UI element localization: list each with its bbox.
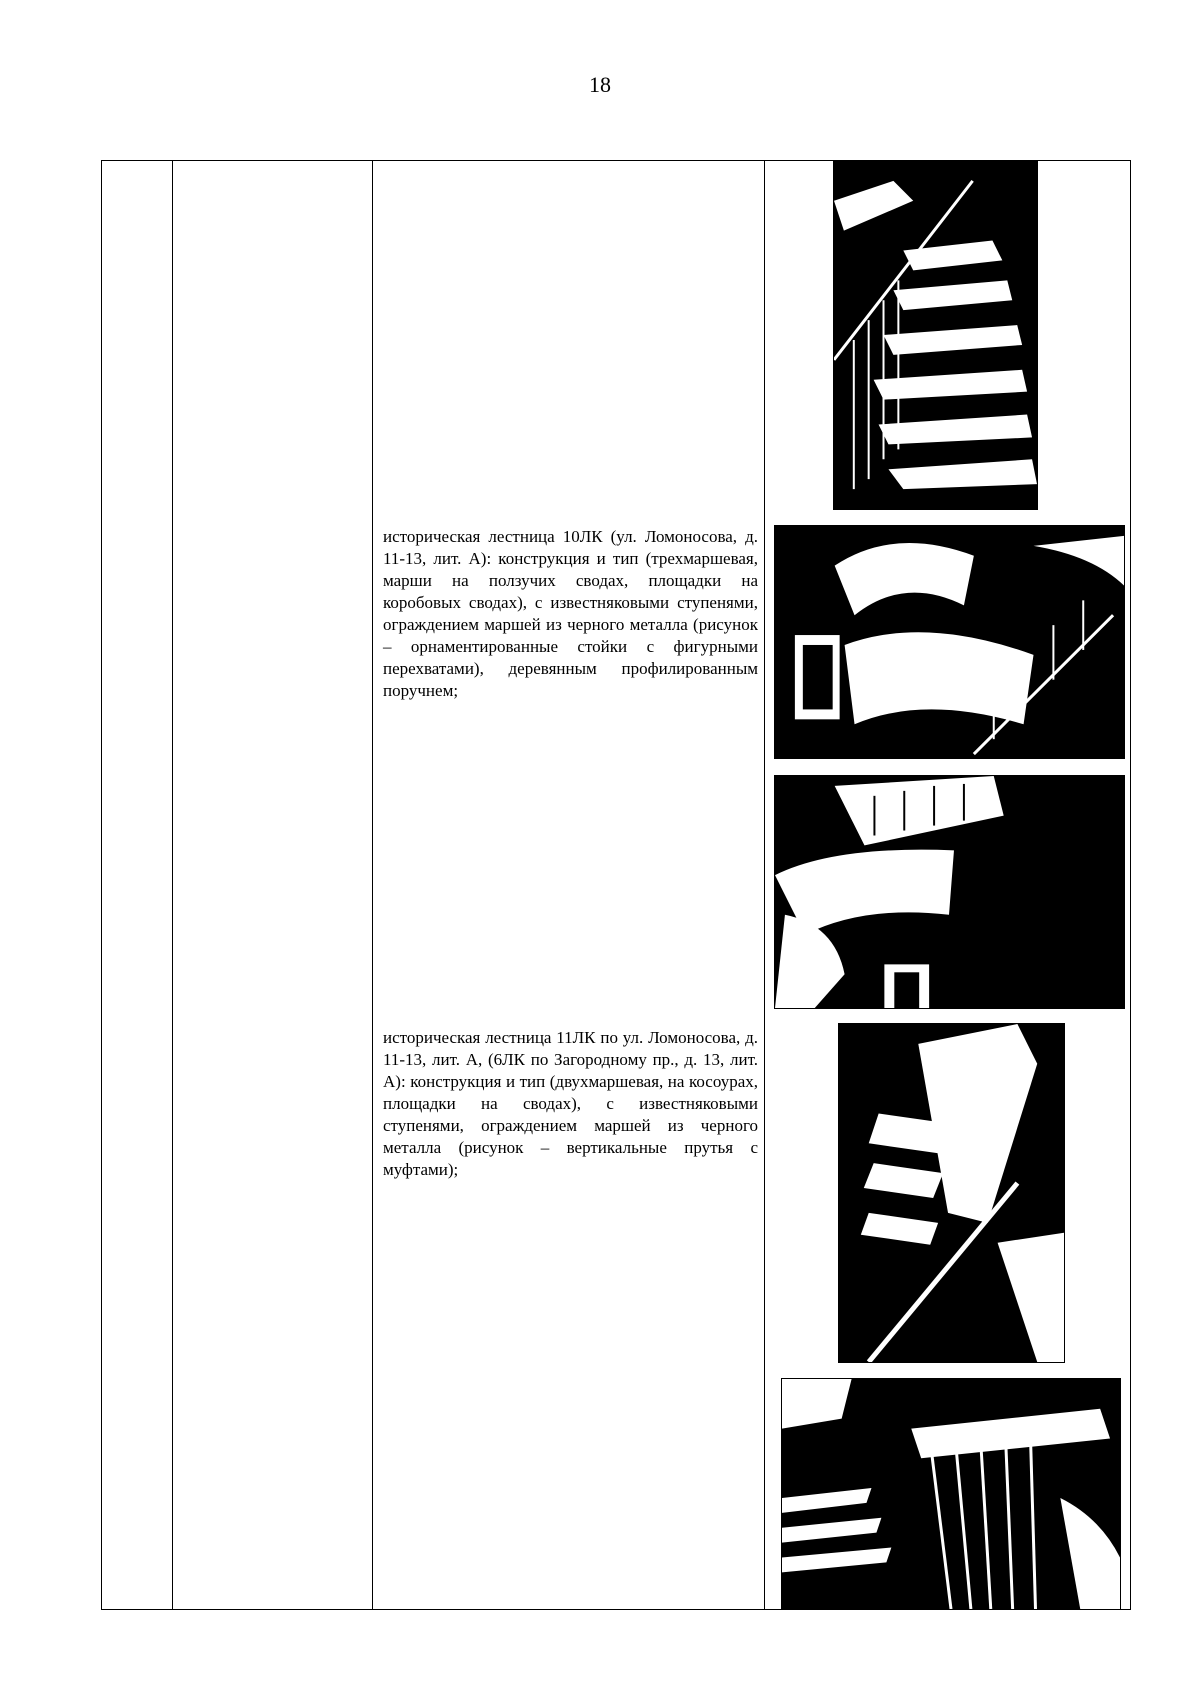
staircase-photo-3-image xyxy=(775,776,1124,1008)
staircase-photo-2-image xyxy=(775,526,1124,758)
page-number: 18 xyxy=(589,72,611,97)
staircase-photo-5-image xyxy=(782,1379,1120,1609)
staircase-photo-1-image xyxy=(834,161,1037,509)
staircase-photo-5 xyxy=(781,1378,1121,1610)
staircase-photo-4 xyxy=(838,1023,1065,1363)
staircase-10lk-description: историческая лестница 10ЛК (ул. Ломоносова, д. 11-13, лит. А): конструкция и тип (трехмаршевая, марши на ползучих сводах, площадки на коробовых сводах), с известняковыми ступенями, ограждением маршей из черного металла (рисунок – орнаментированные стойки с фигурными перехватами), деревянным профилированным поручнем; xyxy=(383,527,758,700)
table-column-divider-2 xyxy=(372,160,373,1610)
staircase-photo-4-image xyxy=(839,1024,1064,1362)
staircase-photo-3 xyxy=(774,775,1125,1009)
staircase-11lk-description: историческая лестница 11ЛК по ул. Ломоносова, д. 11-13, лит. А, (6ЛК по Загородному пр., д. 13, лит. А): конструкция и тип (двухмаршевая, на косоурах, площадки на сводах), с известняковыми ступенями, ограждением маршей из черного металла (рисунок – вертикальные прутья с муфтами); xyxy=(383,1028,758,1179)
staircase-photo-1 xyxy=(833,160,1038,510)
staircase-photo-2 xyxy=(774,525,1125,759)
table-column-divider-1 xyxy=(172,160,173,1610)
table-column-divider-3 xyxy=(764,160,765,1610)
